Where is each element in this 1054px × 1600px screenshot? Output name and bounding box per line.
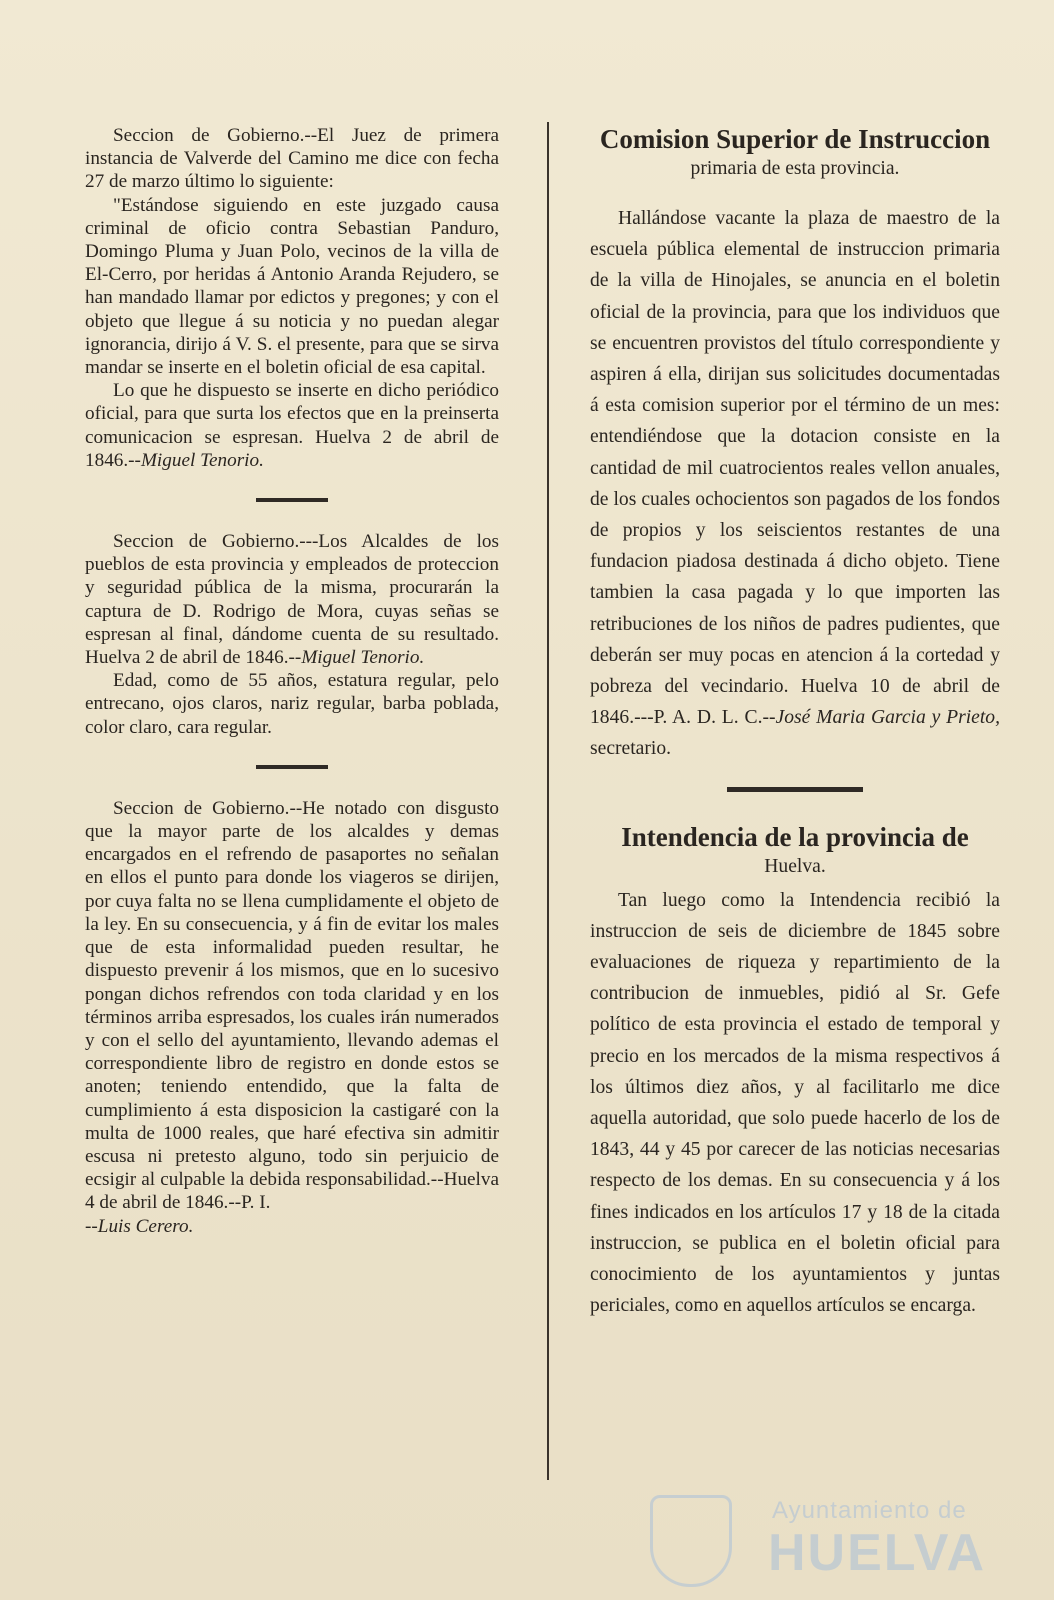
section1-body xyxy=(85,379,499,472)
column-divider xyxy=(547,122,549,1480)
section1-body-text: Lo que he dispuesto se inserte en dicho periódico oficial, para que surta los efectos que en la preinserta comunicacion se espresan. Huelva 2 de abril de 1846. xyxy=(85,380,499,471)
watermark-line1: Ayuntamiento de xyxy=(772,1497,967,1524)
watermark-line2: HUELVA xyxy=(768,1524,987,1582)
instruccion-body xyxy=(590,203,1000,765)
instruccion-signature-role: secretario. xyxy=(590,738,672,760)
section3-body xyxy=(85,797,499,1238)
section3-signature: --Luis Cerero. xyxy=(85,1215,194,1237)
separator-rule xyxy=(256,765,328,769)
section1-quote: "Estándose siguiendo en este juzgado causa criminal de oficio contra Sebastian Panduro, Domingo Pluma y Juan Polo, vecinos de la villa de El-Cerro, por heridas á Antonio Aranda Rejudero, se han mandado llamar por edictos y pregones; y con el objeto que llegue á su noticia y no puedan alegar ignorancia, dirijo á V. S. el presente, para que se sirva mandar se inserte en el boletin oficial de esa capital. xyxy=(85,194,499,379)
separator-rule xyxy=(727,787,863,792)
section2-signature: --Miguel Tenorio. xyxy=(288,647,425,669)
section-subheading: primaria de esta provincia. xyxy=(690,158,900,179)
section1-signature: --Miguel Tenorio. xyxy=(128,449,264,471)
section2-body-text: Seccion de Gobierno.---Los Alcaldes de los pueblos de esta provincia y empleados de proteccion y seguridad pública de la misma, procurarán la captura de D. Rodrigo de Mora, cuyas señas se espresan al final, dándome cuenta de su resultado. Huelva 2 de abril de 1846. xyxy=(85,531,499,669)
instruccion-signature: --José Maria Garcia y Prieto, xyxy=(762,707,1000,729)
section-heading: Comision Superior de Instruccion xyxy=(599,124,991,154)
section2-description: Edad, como de 55 años, estatura regular, pelo entrecano, ojos claros, nariz regular, barba poblada, color claro, cara regular. xyxy=(85,670,499,738)
section1-intro: Seccion de Gobierno.--El Juez de primera instancia de Valverde del Camino me dice con fecha 27 de marzo último lo siguiente: xyxy=(85,125,499,193)
section-heading: Intendencia de la provincia de xyxy=(621,821,969,852)
separator-rule xyxy=(256,498,328,502)
section2-body xyxy=(85,530,499,669)
shield-icon xyxy=(650,1495,732,1587)
section3-body-text: Seccion de Gobierno.--He notado con disgusto que la mayor parte de los alcaldes y demas encargados en el refrendo de pasaportes no señalan en ellos el punto para donde los viageros se dirijen, por cuya falta no se llena cumplidamente el objeto de la ley. En su consecuencia, y á fin de evitar los males que de esta informalidad pueden resultar, he dispuesto prevenir á los mismos, que en lo sucesivo pongan dichos refrendos con toda claridad y en los términos arriba espresados, los cuales irán numerados y con el sello del ayuntamiento, llevando ademas el correspondiente libro de registro en donde estos se anoten; teniendo entendido, que la falta de cumplimiento á esta disposicion la castigaré con la multa de 1000 reales, que haré efectiva sin admitir escusa ni pretesto alguno, todo sin perjuicio de ecsigir al culpable la debida responsabilidad.--Huelva 4 de abril de 1846.--P. I. xyxy=(85,797,499,1214)
left-column xyxy=(85,124,499,1238)
intendencia-body: Tan luego como la Intendencia recibió la instruccion de seis de diciembre de 1845 sobre evaluaciones de riqueza y repartimiento de la contribucion de inmuebles, pidió al Sr. Gefe político de esta provincia el estado de temporal y precio en los mercados de la misma respectivos á los últimos diez años, y al facilitarlo me dice aquella autoridad, que solo puede hacerlo de los de 1843, 44 y 45 por carecer de las noticias necesarias respecto de los demas. En su consecuencia y á los fines indicados en los artículos 17 y 18 de la citada instruccion, se publica en el boletin oficial para conocimiento de los ayuntamientos y juntas periciales, como en aquellos artículos se encarga. xyxy=(590,889,1000,1317)
watermark-logo xyxy=(650,1495,990,1590)
instruccion-body-text: Hallándose vacante la plaza de maestro de la escuela pública elemental de instruccion primaria de la villa de Hinojales, se anuncia en el boletin oficial de la provincia, para que los individuos que se encuentren provistos del título correspondiente y aspiren á ella, dirijan sus solicitudes documentadas á esta comision superior por el término de un mes: entendiéndose que la dotacion consiste en la cantidad de mil cuatrocientos reales vellon anuales, de los cuales ochocientos son pagados de los fondos de propios y los seiscientos restantes de una fundacion piadosa destinada á dicho objeto. Tiene tambien la casa pagada y lo que importen las retribuciones de los niños de padres pudientes, que deberán ser muy pocas en atencion á la cortedad y pobreza del vecindario. Huelva 10 de abril de 1846.---P. A. D. L. C. xyxy=(590,208,1000,729)
right-column xyxy=(590,124,1000,1322)
section-subheading: Huelva. xyxy=(764,855,826,877)
